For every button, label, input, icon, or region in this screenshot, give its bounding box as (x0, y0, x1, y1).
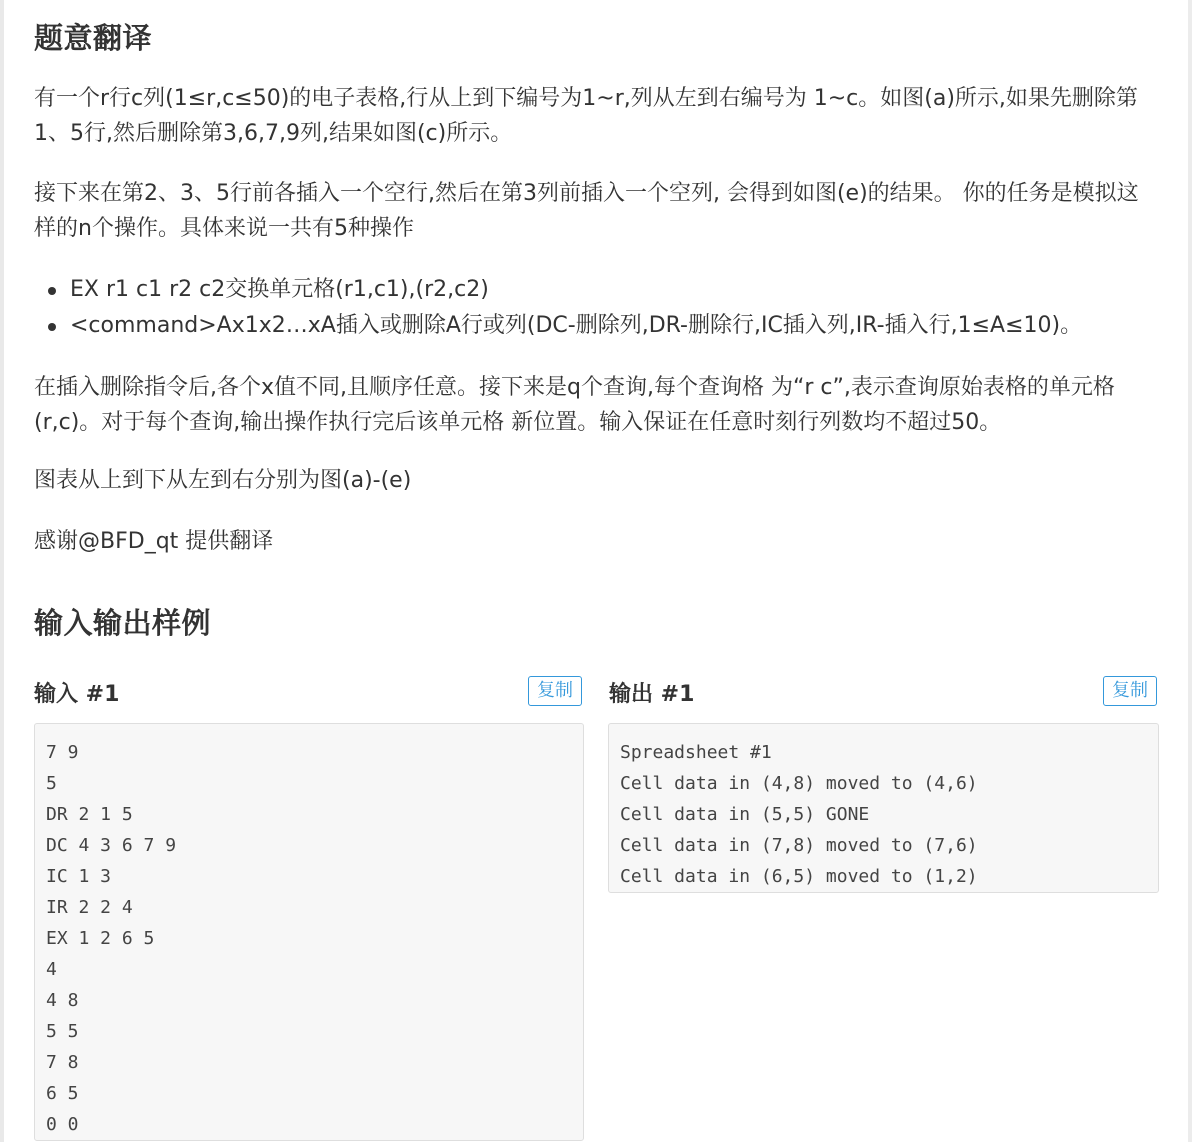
code-line: 4 8 (46, 990, 79, 1011)
code-line: IR 2 2 4 (46, 897, 133, 918)
code-line: Cell data in (6,5) moved to (1,2) (620, 866, 978, 887)
output-label: 输出 #1 (609, 682, 695, 707)
output-code-block[interactable] (608, 723, 1159, 893)
code-line: 5 (46, 773, 57, 794)
right-border (1188, 0, 1192, 1142)
code-line: DC 4 3 6 7 9 (46, 835, 177, 856)
list-item: <command>Ax1x2…xA插入或删除A行或列(DC-删除列,DR-删除行,IC插入列,IR-插入行,1≤A≤10)。 (70, 308, 1082, 344)
paragraph-intro: 有一个r行c列(1≤r,c≤50)的电子表格,行从上到下编号为1~r,列从左到右编号为 1~c。如图(a)所示,如果先删除第1、5行,然后删除第3,6,7,9列,结果如图(c)所示。 (34, 86, 1138, 146)
code-line: 5 5 (46, 1021, 79, 1042)
samples-heading: 输入输出样例 (34, 606, 212, 640)
input-label: 输入 #1 (34, 682, 120, 707)
list-item: EX r1 c1 r2 c2交换单元格(r1,c1),(r2,c2) (70, 272, 1082, 308)
code-line: Cell data in (7,8) moved to (7,6) (620, 835, 978, 856)
input-code-block[interactable] (34, 723, 584, 1141)
code-line: Cell data in (4,8) moved to (4,6) (620, 773, 978, 794)
paragraph-queries: 在插入删除指令后,各个x值不同,且顺序任意。接下来是q个查询,每个查询格 为“r c”,表示查询原始表格的单元格(r,c)。对于每个查询,输出操作执行完后该单元格 新位置。输入保证在任意时刻行列数均不超过50。 (34, 375, 1115, 435)
code-line: Spreadsheet #1 (620, 742, 772, 763)
copy-input-button[interactable]: 复制 (528, 676, 582, 706)
code-line: 7 8 (46, 1052, 79, 1073)
code-line: 4 (46, 959, 57, 980)
code-line: 7 9 (46, 742, 79, 763)
operation-list (34, 272, 1082, 344)
code-line: DR 2 1 5 (46, 804, 133, 825)
paragraph-credits: 感谢@BFD_qt 提供翻译 (34, 529, 274, 554)
code-line: EX 1 2 6 5 (46, 928, 155, 949)
code-line: 6 5 (46, 1083, 79, 1104)
code-line: 0 0 (46, 1114, 79, 1135)
left-border (0, 0, 4, 1142)
code-line: Cell data in (5,5) GONE (620, 804, 870, 825)
paragraph-operations: 接下来在第2、3、5行前各插入一个空行,然后在第3列前插入一个空列, 会得到如图(e)的结果。 你的任务是模拟这样的n个操作。具体来说一共有5种操作 (34, 181, 1139, 241)
translation-heading: 题意翻译 (34, 21, 153, 55)
paragraph-figures: 图表从上到下从左到右分别为图(a)-(e) (34, 468, 412, 493)
code-line: IC 1 3 (46, 866, 112, 887)
copy-output-button[interactable]: 复制 (1103, 676, 1157, 706)
